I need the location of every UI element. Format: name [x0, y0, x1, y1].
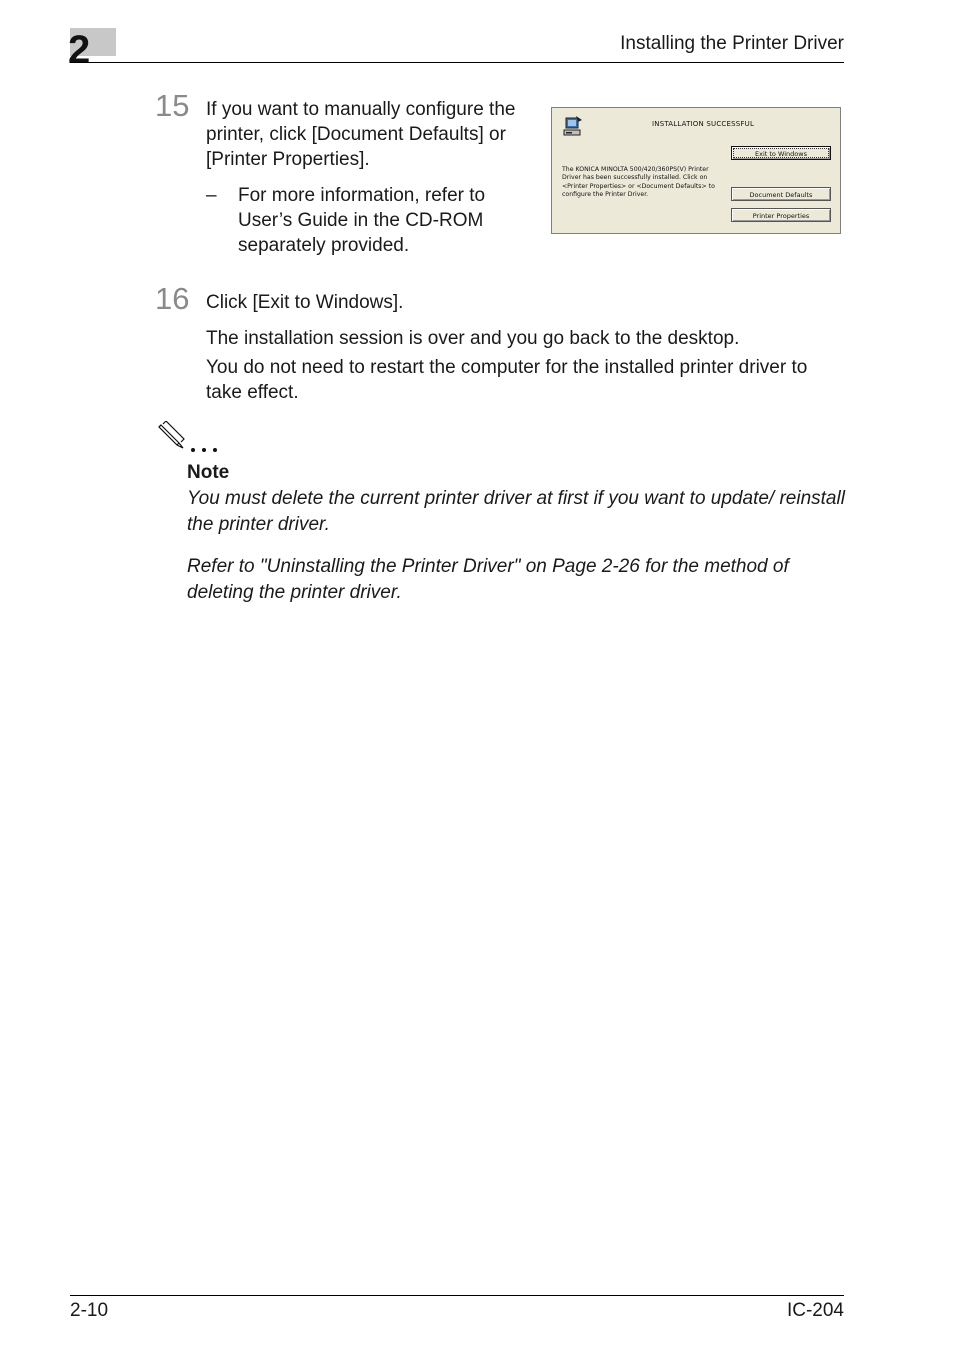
note-paragraph-1: You must delete the current printer driver at first if you want to update/ reinstall the printer driver.: [187, 488, 845, 535]
header-divider: [70, 62, 844, 63]
step-16-paragraph-2: You do not need to restart the computer for the installed printer driver to take effect.: [206, 357, 808, 403]
document-defaults-button[interactable]: Document Defaults: [731, 187, 831, 201]
computer-install-icon: [563, 116, 583, 138]
pencil-note-icon: [157, 421, 221, 455]
note-paragraph-2: Refer to "Uninstalling the Printer Driver" on Page 2-26 for the method of deleting the printer driver.: [187, 556, 789, 603]
header-title: Installing the Printer Driver: [620, 33, 844, 54]
note-label: Note: [187, 462, 230, 483]
page-number: 2-10: [70, 1300, 109, 1321]
footer-divider: [70, 1295, 844, 1296]
step-number-15: 15: [155, 88, 190, 123]
step-15-bullet-dash: –: [206, 185, 217, 206]
step-16-paragraph-1: The installation session is over and you go back to the desktop.: [206, 328, 740, 349]
dialog-message: The KONICA MINOLTA 500/420/360PS(V) Printer Driver has been successfully installed. Click on <Printer Properties> or <Document Defaults> to configure the Printer Driver.: [562, 166, 715, 199]
step-15-bullet-text: For more information, refer to User’s Guide in the CD-ROM separately provided.: [238, 185, 486, 256]
installation-dialog-screenshot: [551, 107, 841, 234]
step-15-text: If you want to manually configure the printer, click [Document Defaults] or [Printer Properties].: [206, 99, 516, 170]
printer-properties-button[interactable]: Printer Properties: [731, 208, 831, 222]
exit-to-windows-button[interactable]: Exit to Windows: [731, 146, 831, 160]
step-number-16: 16: [155, 281, 190, 316]
model-name: IC-204: [786, 1300, 844, 1321]
dialog-title: INSTALLATION SUCCESSFUL: [652, 120, 755, 128]
chapter-number: 2: [68, 28, 91, 72]
step-16-text: Click [Exit to Windows].: [206, 292, 404, 313]
